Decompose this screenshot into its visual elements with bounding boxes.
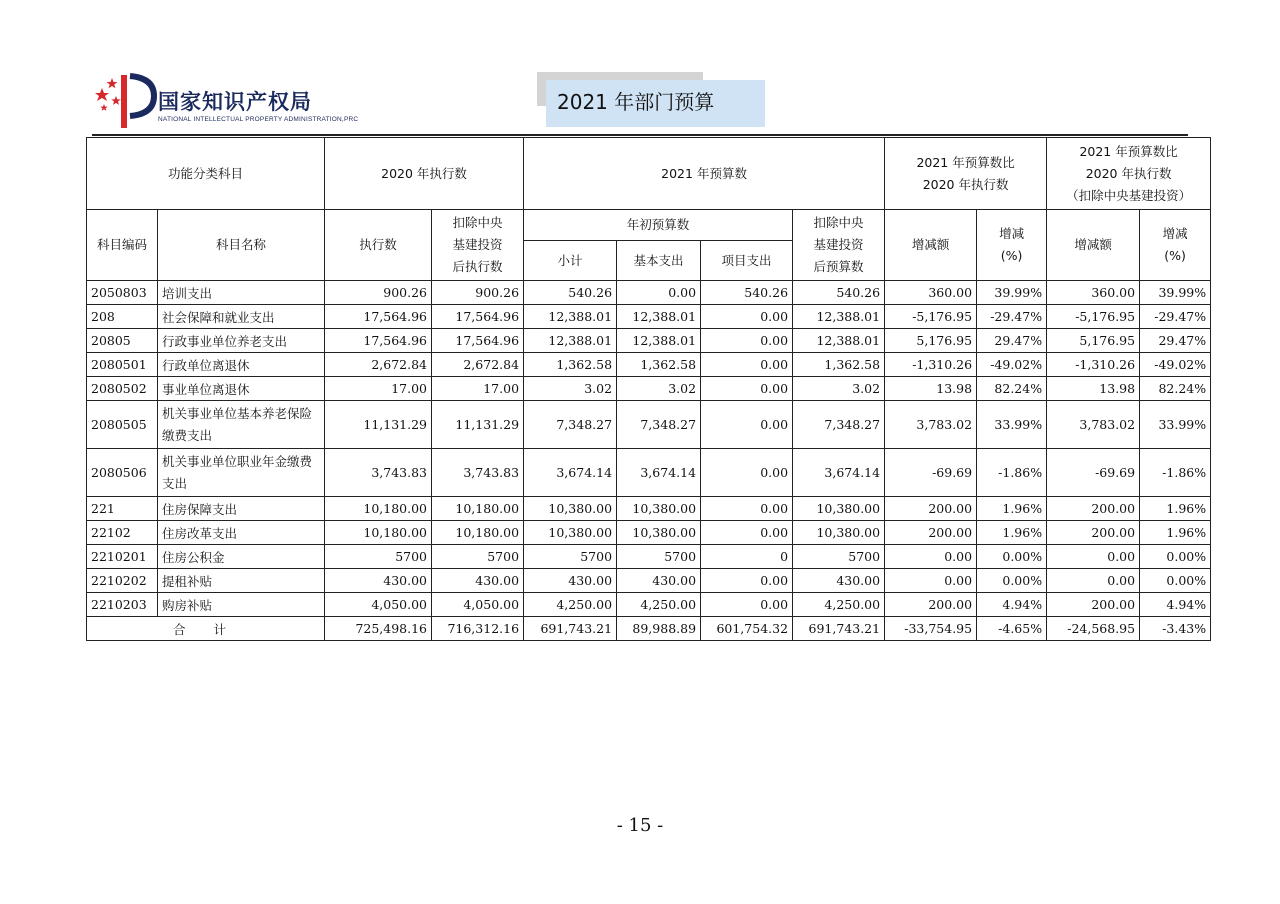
cell-pct-2: -49.02% — [1140, 353, 1211, 377]
cell-code: 208 — [87, 305, 158, 329]
cell-subtotal: 3.02 — [524, 377, 617, 401]
cell-budget-after: 12,388.01 — [793, 329, 885, 353]
cell-pct: -1.86% — [977, 449, 1047, 497]
total-basic: 89,988.89 — [617, 617, 701, 641]
cell-exec: 10,180.00 — [325, 497, 432, 521]
cell-subtotal: 430.00 — [524, 569, 617, 593]
cell-exec-after: 17,564.96 — [432, 305, 524, 329]
logo-english-name: NATIONAL INTELLECTUAL PROPERTY ADMINISTRATION,PRC — [158, 116, 359, 123]
cell-pct-2: 0.00% — [1140, 569, 1211, 593]
table-row — [87, 329, 1211, 353]
budget-table — [86, 137, 1211, 641]
cell-basic: 0.00 — [617, 281, 701, 305]
total-budget-after: 691,743.21 — [793, 617, 885, 641]
header-exec-amount: 执行数 — [325, 210, 432, 281]
cell-subtotal: 12,388.01 — [524, 305, 617, 329]
cell-delta-2: -1,310.26 — [1047, 353, 1140, 377]
cell-delta-2: 360.00 — [1047, 281, 1140, 305]
cell-exec: 10,180.00 — [325, 521, 432, 545]
cell-delta: 200.00 — [885, 497, 977, 521]
cell-project: 540.26 — [701, 281, 793, 305]
cell-basic: 430.00 — [617, 569, 701, 593]
cell-project: 0.00 — [701, 305, 793, 329]
cell-exec-after: 2,672.84 — [432, 353, 524, 377]
cell-budget-after: 7,348.27 — [793, 401, 885, 449]
cell-name: 行政事业单位养老支出 — [158, 329, 325, 353]
header-divider — [92, 134, 1188, 136]
cell-basic: 3,674.14 — [617, 449, 701, 497]
cell-exec-after: 10,180.00 — [432, 521, 524, 545]
total-label: 合 计 — [87, 617, 325, 641]
cell-delta-2: -5,176.95 — [1047, 305, 1140, 329]
cell-exec: 17.00 — [325, 377, 432, 401]
cell-exec: 17,564.96 — [325, 329, 432, 353]
cell-pct: 0.00% — [977, 545, 1047, 569]
total-project: 601,754.32 — [701, 617, 793, 641]
cell-pct-2: -29.47% — [1140, 305, 1211, 329]
cell-basic: 10,380.00 — [617, 497, 701, 521]
cell-delta-2: 0.00 — [1047, 545, 1140, 569]
cell-code: 20805 — [87, 329, 158, 353]
cell-delta: 360.00 — [885, 281, 977, 305]
header-delta-pct-2: 增减 (%) — [1140, 210, 1211, 281]
cell-name: 住房改革支出 — [158, 521, 325, 545]
header-initial-budget: 年初预算数 — [524, 210, 793, 241]
table-row — [87, 401, 1211, 449]
cell-delta-2: 0.00 — [1047, 569, 1140, 593]
header-row-2 — [87, 210, 1211, 241]
page-title: 2021 年部门预算 — [557, 90, 715, 114]
cell-delta-2: 200.00 — [1047, 593, 1140, 617]
cell-exec-after: 17.00 — [432, 377, 524, 401]
cell-pct: 33.99% — [977, 401, 1047, 449]
table-row — [87, 281, 1211, 305]
cell-subtotal: 4,250.00 — [524, 593, 617, 617]
cell-basic: 12,388.01 — [617, 329, 701, 353]
cell-code: 221 — [87, 497, 158, 521]
cell-budget-after: 3.02 — [793, 377, 885, 401]
cell-name: 机关事业单位基本养老保险缴费支出 — [158, 401, 325, 449]
cell-delta-2: -69.69 — [1047, 449, 1140, 497]
cell-exec: 17,564.96 — [325, 305, 432, 329]
cell-budget-after: 5700 — [793, 545, 885, 569]
header-subtotal: 小计 — [524, 241, 617, 281]
header-delta-amount: 增减额 — [885, 210, 977, 281]
cell-exec: 11,131.29 — [325, 401, 432, 449]
cell-project: 0.00 — [701, 401, 793, 449]
cell-budget-after: 1,362.58 — [793, 353, 885, 377]
cell-budget-after: 3,674.14 — [793, 449, 885, 497]
cell-basic: 4,250.00 — [617, 593, 701, 617]
table-row — [87, 497, 1211, 521]
cell-pct: 29.47% — [977, 329, 1047, 353]
cell-exec: 4,050.00 — [325, 593, 432, 617]
cell-budget-after: 12,388.01 — [793, 305, 885, 329]
cell-exec-after: 3,743.83 — [432, 449, 524, 497]
cell-project: 0 — [701, 545, 793, 569]
logo-chinese-name: 国家知识产权局 — [158, 90, 312, 114]
cell-budget-after: 10,380.00 — [793, 497, 885, 521]
cell-exec-after: 10,180.00 — [432, 497, 524, 521]
cell-budget-after: 10,380.00 — [793, 521, 885, 545]
logo — [92, 70, 402, 132]
cell-name: 事业单位离退休 — [158, 377, 325, 401]
cell-pct: 39.99% — [977, 281, 1047, 305]
cell-subtotal: 10,380.00 — [524, 521, 617, 545]
header-delta-amount-2: 增减额 — [1047, 210, 1140, 281]
total-subtotal: 691,743.21 — [524, 617, 617, 641]
cell-delta-2: 3,783.02 — [1047, 401, 1140, 449]
cell-subtotal: 5700 — [524, 545, 617, 569]
cell-pct-2: 1.96% — [1140, 521, 1211, 545]
cell-name: 行政单位离退休 — [158, 353, 325, 377]
cell-code: 22102 — [87, 521, 158, 545]
cell-pct-2: 0.00% — [1140, 545, 1211, 569]
cell-exec-after: 4,050.00 — [432, 593, 524, 617]
cell-exec: 3,743.83 — [325, 449, 432, 497]
cell-exec: 900.26 — [325, 281, 432, 305]
cell-delta: 200.00 — [885, 593, 977, 617]
cell-pct-2: 39.99% — [1140, 281, 1211, 305]
cell-exec-after: 17,564.96 — [432, 329, 524, 353]
table-row — [87, 377, 1211, 401]
total-exec-after: 716,312.16 — [432, 617, 524, 641]
cell-name: 提租补贴 — [158, 569, 325, 593]
cell-delta: 200.00 — [885, 521, 977, 545]
cell-project: 0.00 — [701, 449, 793, 497]
cell-delta: 13.98 — [885, 377, 977, 401]
header-exec-2020: 2020 年执行数 — [325, 138, 524, 210]
cell-delta: -1,310.26 — [885, 353, 977, 377]
cell-exec-after: 900.26 — [432, 281, 524, 305]
cell-pct-2: 33.99% — [1140, 401, 1211, 449]
cell-pct: -29.47% — [977, 305, 1047, 329]
cell-code: 2080501 — [87, 353, 158, 377]
cell-budget-after: 430.00 — [793, 569, 885, 593]
cell-pct: 82.24% — [977, 377, 1047, 401]
header-row-1 — [87, 138, 1211, 210]
total-pct: -4.65% — [977, 617, 1047, 641]
header-compare-2020-excl: 2021 年预算数比 2020 年执行数 （扣除中央基建投资） — [1047, 138, 1211, 210]
header-code: 科目编码 — [87, 210, 158, 281]
cell-basic: 7,348.27 — [617, 401, 701, 449]
cell-pct-2: 1.96% — [1140, 497, 1211, 521]
cell-budget-after: 4,250.00 — [793, 593, 885, 617]
cell-budget-after: 540.26 — [793, 281, 885, 305]
cell-name: 住房公积金 — [158, 545, 325, 569]
cell-basic: 12,388.01 — [617, 305, 701, 329]
cell-basic: 3.02 — [617, 377, 701, 401]
cell-delta: -69.69 — [885, 449, 977, 497]
cell-project: 0.00 — [701, 353, 793, 377]
cell-delta-2: 200.00 — [1047, 497, 1140, 521]
table-row — [87, 569, 1211, 593]
table-row — [87, 353, 1211, 377]
cell-pct: 4.94% — [977, 593, 1047, 617]
table-row — [87, 545, 1211, 569]
cell-code: 2050803 — [87, 281, 158, 305]
table-row — [87, 305, 1211, 329]
cell-delta-2: 200.00 — [1047, 521, 1140, 545]
cell-exec-after: 5700 — [432, 545, 524, 569]
cell-exec-after: 11,131.29 — [432, 401, 524, 449]
cell-name: 培训支出 — [158, 281, 325, 305]
cell-pct-2: -1.86% — [1140, 449, 1211, 497]
header-project: 项目支出 — [701, 241, 793, 281]
total-delta: -33,754.95 — [885, 617, 977, 641]
cell-code: 2080506 — [87, 449, 158, 497]
cell-basic: 1,362.58 — [617, 353, 701, 377]
cell-delta-2: 5,176.95 — [1047, 329, 1140, 353]
cell-code: 2210202 — [87, 569, 158, 593]
cell-exec: 430.00 — [325, 569, 432, 593]
table-row — [87, 593, 1211, 617]
cell-delta: 3,783.02 — [885, 401, 977, 449]
cell-name: 购房补贴 — [158, 593, 325, 617]
cell-code: 2210203 — [87, 593, 158, 617]
cell-code: 2080502 — [87, 377, 158, 401]
table-row — [87, 521, 1211, 545]
cell-project: 0.00 — [701, 329, 793, 353]
cell-project: 0.00 — [701, 497, 793, 521]
cell-delta: 5,176.95 — [885, 329, 977, 353]
cell-subtotal: 10,380.00 — [524, 497, 617, 521]
header-delta-pct: 增减 (%) — [977, 210, 1047, 281]
cell-name: 住房保障支出 — [158, 497, 325, 521]
cell-pct: -49.02% — [977, 353, 1047, 377]
cell-pct: 1.96% — [977, 521, 1047, 545]
cell-name: 机关事业单位职业年金缴费支出 — [158, 449, 325, 497]
cell-project: 0.00 — [701, 593, 793, 617]
cell-code: 2210201 — [87, 545, 158, 569]
header-budget-2021: 2021 年预算数 — [524, 138, 885, 210]
cell-pct-2: 29.47% — [1140, 329, 1211, 353]
page-number: - 15 - — [616, 815, 664, 836]
cell-delta: 0.00 — [885, 569, 977, 593]
header-basic: 基本支出 — [617, 241, 701, 281]
cell-pct: 0.00% — [977, 569, 1047, 593]
cell-project: 0.00 — [701, 569, 793, 593]
cell-pct-2: 82.24% — [1140, 377, 1211, 401]
total-exec: 725,498.16 — [325, 617, 432, 641]
cell-pct-2: 4.94% — [1140, 593, 1211, 617]
header-budget-after: 扣除中央 基建投资 后预算数 — [793, 210, 885, 281]
total-row — [87, 617, 1211, 641]
cell-name: 社会保障和就业支出 — [158, 305, 325, 329]
cell-basic: 5700 — [617, 545, 701, 569]
logo-emblem-icon — [92, 70, 162, 132]
cell-subtotal: 3,674.14 — [524, 449, 617, 497]
cell-delta: 0.00 — [885, 545, 977, 569]
cell-delta-2: 13.98 — [1047, 377, 1140, 401]
cell-delta: -5,176.95 — [885, 305, 977, 329]
cell-basic: 10,380.00 — [617, 521, 701, 545]
cell-code: 2080505 — [87, 401, 158, 449]
cell-exec: 2,672.84 — [325, 353, 432, 377]
total-delta-2: -24,568.95 — [1047, 617, 1140, 641]
cell-subtotal: 12,388.01 — [524, 329, 617, 353]
header-exec-after: 扣除中央 基建投资 后执行数 — [432, 210, 524, 281]
cell-subtotal: 1,362.58 — [524, 353, 617, 377]
table-row — [87, 449, 1211, 497]
header-func-category: 功能分类科目 — [87, 138, 325, 210]
cell-project: 0.00 — [701, 377, 793, 401]
cell-pct: 1.96% — [977, 497, 1047, 521]
header-name: 科目名称 — [158, 210, 325, 281]
cell-subtotal: 7,348.27 — [524, 401, 617, 449]
cell-project: 0.00 — [701, 521, 793, 545]
cell-exec: 5700 — [325, 545, 432, 569]
header-compare-2020: 2021 年预算数比 2020 年执行数 — [885, 138, 1047, 210]
total-pct-2: -3.43% — [1140, 617, 1211, 641]
cell-exec-after: 430.00 — [432, 569, 524, 593]
cell-subtotal: 540.26 — [524, 281, 617, 305]
